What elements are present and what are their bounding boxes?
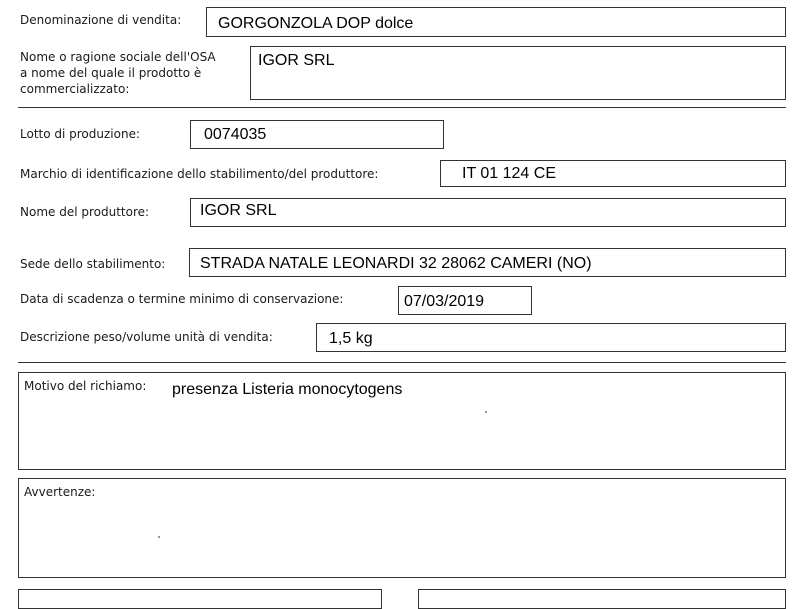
osa-label-line: a nome del quale il prodotto è xyxy=(20,66,202,80)
motivo-label: Motivo del richiamo: xyxy=(24,379,147,393)
scadenza-label: Data di scadenza o termine minimo di conservazione: xyxy=(20,292,344,306)
avvertenze-label: Avvertenze: xyxy=(24,485,96,499)
sede-value: STRADA NATALE LEONARDI 32 28062 CAMERI (NO) xyxy=(200,255,592,272)
sede-label: Sede dello stabilimento: xyxy=(20,257,166,271)
denominazione-value: GORGONZOLA DOP dolce xyxy=(218,15,414,32)
osa-label-line: commercializzato: xyxy=(20,82,130,96)
marchio-label: Marchio di identificazione dello stabilimento/del produttore: xyxy=(20,167,379,181)
osa-label-line: Nome o ragione sociale dell'OSA xyxy=(20,50,216,64)
bottom-left-box[interactable] xyxy=(18,589,382,609)
lotto-value: 0074035 xyxy=(204,126,267,143)
produttore-value: IGOR SRL xyxy=(200,202,277,219)
lotto-label: Lotto di produzione: xyxy=(20,127,141,141)
motivo-value: presenza Listeria monocytogens xyxy=(172,381,403,398)
peso-value: 1,5 kg xyxy=(329,330,373,347)
produttore-field[interactable] xyxy=(190,198,786,227)
scan-speck xyxy=(158,536,160,538)
scan-speck xyxy=(485,411,487,413)
scadenza-value: 07/03/2019 xyxy=(404,293,485,310)
denominazione-label: Denominazione di vendita: xyxy=(20,13,182,27)
avvertenze-field[interactable] xyxy=(18,478,786,578)
produttore-label: Nome del produttore: xyxy=(20,205,150,219)
peso-label: Descrizione peso/volume unità di vendita: xyxy=(20,330,273,344)
section-divider xyxy=(18,107,786,108)
bottom-right-box[interactable] xyxy=(418,589,786,609)
osa-value: IGOR SRL xyxy=(258,52,335,69)
section-divider xyxy=(18,362,786,363)
peso-field[interactable] xyxy=(316,323,786,352)
marchio-value: IT 01 124 CE xyxy=(462,165,556,182)
